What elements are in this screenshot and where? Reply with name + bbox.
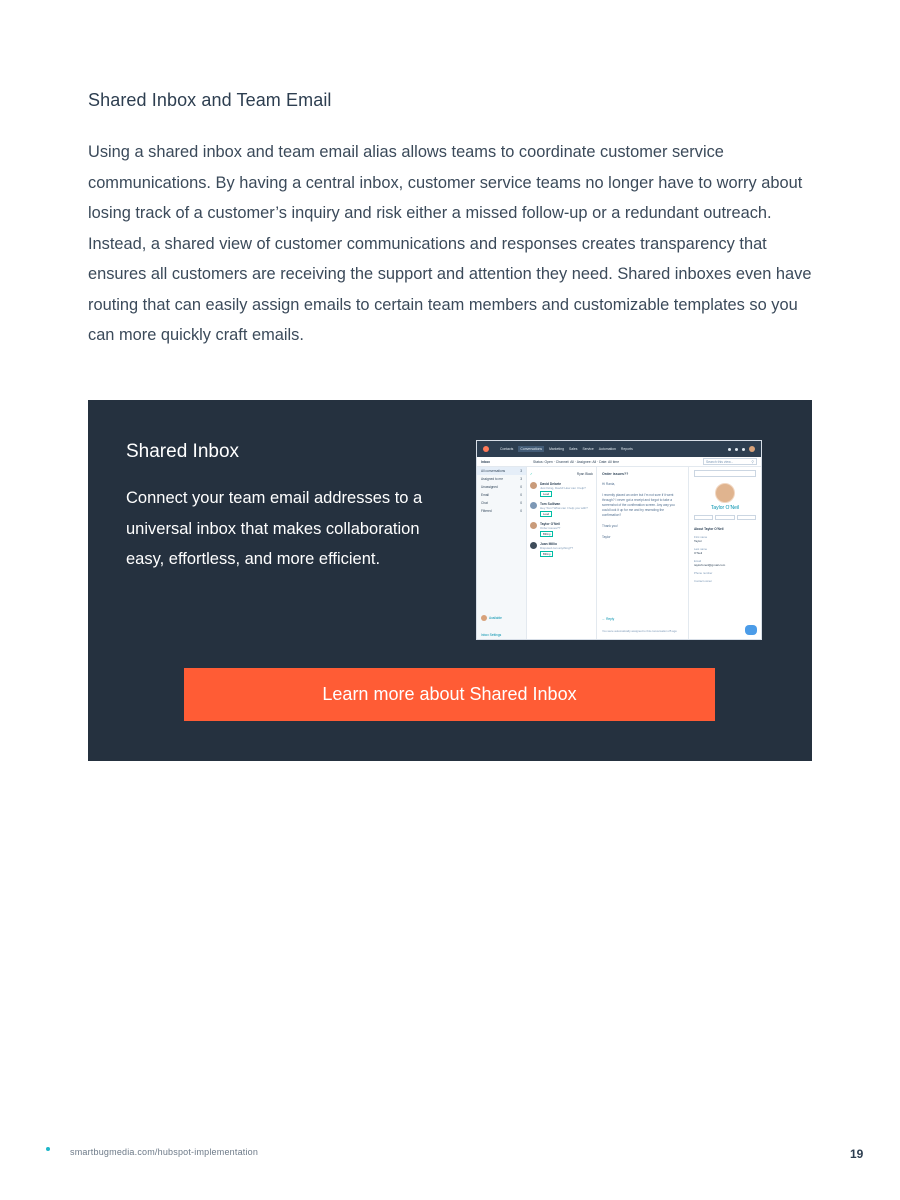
sidebar-item (477, 499, 526, 507)
promo-text: Connect your team email addresses to a universal inbox that makes collaboration easy, effortless, and more efficient. (126, 489, 423, 568)
list-item (530, 502, 593, 517)
contact-search (694, 470, 756, 477)
thread-signoff: Taylor (602, 535, 611, 539)
footer-bullet-icon (46, 1147, 50, 1151)
avatar (530, 522, 537, 529)
sidebar-item-count: 3 (520, 469, 522, 473)
screenshot-top-nav (477, 441, 761, 457)
availability-status (481, 615, 502, 621)
check-icon: ✓ (530, 471, 533, 476)
field-value: Taylor (694, 539, 703, 543)
nav-item: Sales (568, 447, 578, 451)
field-label: Contact owner (694, 579, 713, 583)
list-item (530, 542, 593, 557)
search-icon (728, 448, 731, 451)
screenshot-filter-bar (477, 457, 761, 467)
hubspot-logo-icon (483, 446, 489, 452)
conversation-snippet: Disputed can anything?? (540, 546, 574, 550)
nav-right-icons (728, 446, 755, 452)
avatar (530, 482, 537, 489)
list-item (530, 522, 593, 537)
inbox-screenshot (476, 440, 762, 640)
conversation-snippet: Order issues?? (540, 526, 561, 530)
sidebar-item-label: Email (481, 493, 489, 497)
sidebar-item-label: Unassigned (481, 485, 498, 489)
field-value: O’Neil (694, 551, 703, 555)
footer-url[interactable]: smartbugmedia.com/hubspot-implementation (70, 1147, 259, 1157)
nav-item-active: Conversations (520, 447, 543, 451)
contact-about-heading: About Taylor O’Neil (694, 527, 724, 531)
contact-name: Taylor O’Neil (710, 505, 740, 511)
sidebar-item-label: Filtered (481, 509, 492, 513)
section-body: Using a shared inbox and team email alias allows teams to coordinate customer service communications. By having a central inbox, customer service teams no longer have to worry about losing track of a customer’s inquiry and risk either a missed follow-up or a redundant outreach. Instead, a shared view of customer communications and responses creates transparency that ensures all customers are receiving the support and attention they need. Shared inboxes even have routing that can easily assign emails to certain team members and customizable templates so you can more quickly craft emails. (88, 143, 812, 344)
field-label: First name (694, 535, 708, 539)
sidebar-item-label: All conversations (481, 469, 506, 473)
conversation-name: Tom Sullivan (540, 502, 561, 506)
search-input (703, 458, 757, 465)
thread-thanks: Thank you! (602, 524, 618, 528)
inbox-sidebar (477, 467, 527, 640)
learn-more-button[interactable]: Learn more about Shared Inbox (184, 668, 715, 721)
contact-panel (689, 467, 761, 640)
nav-item: Marketing (549, 447, 564, 451)
conversation-tag: Lead (540, 511, 552, 517)
shared-inbox-promo (88, 400, 812, 761)
sidebar-item (477, 475, 526, 483)
nav-item: Automation (598, 447, 616, 451)
sidebar-item-count: 3 (520, 477, 522, 481)
nav-item: Reports (620, 447, 633, 451)
conversation-snippet: Just fixing, David! How can I help? (540, 486, 586, 490)
assigned-note: You were automatically assigned to this conversation 25 ago (602, 629, 677, 633)
thread-title: Order issues?? (602, 472, 629, 476)
conversation-name: David Delarte (540, 482, 562, 486)
conversation-thread (597, 467, 689, 640)
action-button (694, 515, 713, 520)
conversation-tag: Billing (540, 531, 553, 537)
sidebar-item-label: Assigned to me (481, 477, 503, 481)
reply-label: Reply (606, 617, 615, 621)
inbox-settings-link: Inbox Settings (481, 633, 502, 637)
field-label: Phone number (694, 571, 713, 575)
list-toolbar (530, 470, 593, 477)
nav-item: Service (582, 447, 594, 451)
thread-message: I recently placed an order but I’m not sure if it went through? I never got a receipt and forgot to take a screenshot of the confirmation screen. Any way you could look it up for me and try resending the confirmation? (602, 493, 675, 517)
sidebar-item-count: 0 (520, 509, 522, 513)
conversation-name: Taylor O’Neil (540, 522, 561, 526)
sidebar-item (477, 483, 526, 491)
avatar (749, 446, 755, 452)
thread-greeting: Hi Rania, (602, 482, 616, 486)
conversation-name: Juan Millio (540, 542, 558, 546)
list-item (530, 482, 593, 497)
chat-bubble-icon (745, 625, 757, 635)
action-button (737, 515, 756, 520)
search-placeholder: Search this view... (706, 459, 734, 464)
conversation-tag: Billing (540, 551, 553, 557)
sidebar-item (477, 507, 526, 515)
conversation-snippet: Hey Tom! What can I help you with? (540, 506, 588, 510)
avatar (530, 502, 537, 509)
filters: Status: Open · Channel: All · Assignee: All · Date: All time (533, 459, 620, 464)
promo-title: Shared Inbox (126, 441, 240, 462)
nav-item: Contacts (500, 447, 514, 451)
action-button (715, 515, 734, 520)
owner-label: Ryan Black (576, 471, 593, 476)
contact-avatar (715, 483, 735, 503)
reply-button: ← Reply (602, 617, 615, 621)
sidebar-item (477, 467, 526, 475)
avatar (530, 542, 537, 549)
conversation-tag: Lead (540, 491, 552, 497)
sidebar-item-count: 0 (520, 501, 522, 505)
avatar (481, 615, 487, 621)
sidebar-item (477, 491, 526, 499)
field-label: Email (694, 559, 701, 563)
field-value: taylorfoneil@gmail.com (694, 563, 726, 567)
page-number: 19 (850, 1147, 864, 1161)
bell-icon (742, 448, 745, 451)
search-icon: ⚲ (751, 459, 754, 464)
conversation-list (527, 467, 597, 640)
section-heading: Shared Inbox and Team Email (88, 90, 332, 110)
sidebar-item-count: 0 (520, 493, 522, 497)
availability-label: Available (489, 616, 502, 620)
gear-icon (735, 448, 738, 451)
field-label: Last name (694, 547, 708, 551)
sidebar-item-count: 0 (520, 485, 522, 489)
contact-actions (694, 515, 756, 520)
inbox-label: Inbox (481, 459, 491, 464)
sidebar-item-label: Chat (481, 501, 488, 505)
